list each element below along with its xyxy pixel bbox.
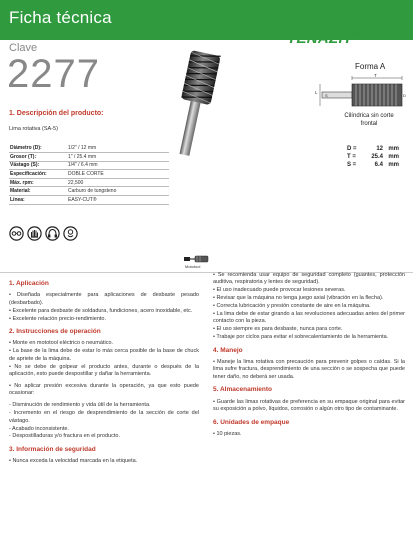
- list-item: • Guarde las limas rotativas de preferencia en su empaque original para evitar su exposición a polvo, líquidos, corrosión o algún otro tipo de contaminante.: [213, 398, 405, 413]
- list-item: • Monte en mototool eléctrico o neumático.: [9, 340, 114, 347]
- spec-row: [9, 161, 169, 170]
- dust-mask-icon: [63, 226, 78, 241]
- clave-label: Clave: [9, 42, 38, 54]
- registered-mark: ®: [352, 30, 359, 39]
- spec-key: Máx. rpm:: [9, 178, 67, 187]
- storage-heading: 5. Almacenamiento: [213, 386, 273, 394]
- mototool-label: Mototool: [185, 264, 201, 269]
- goggles-icon: [9, 226, 24, 241]
- dimension-row: [347, 154, 399, 162]
- list-item: • Trabaje por ciclos para evitar el sobrecalentamiento de la herramienta.: [213, 334, 389, 341]
- spec-row: [9, 196, 169, 205]
- t-letter: T: [374, 73, 377, 78]
- spec-key: Línea:: [9, 196, 67, 205]
- spec-row: [9, 170, 169, 179]
- dimension-unit: mm: [388, 154, 399, 160]
- spec-key: Diámetro (D):: [9, 144, 67, 153]
- list-item: • El uso inadecuado puede provocar lesiones severas.: [213, 287, 346, 294]
- dimension-key: S =: [347, 162, 357, 168]
- list-item: - Disminución de rendimiento y vida útil de la herramienta.: [9, 402, 151, 409]
- list-item: • Revisar que la máquina no tenga juego axial (vibración en la flecha).: [213, 295, 384, 302]
- spec-value: 1/4" / 6.4 mm: [67, 161, 169, 170]
- spec-key: Vástago (S):: [9, 161, 67, 170]
- dimension-value: 6.4: [374, 162, 383, 168]
- dimension-unit: mm: [388, 146, 399, 152]
- list-item: • No aplicar presión excesiva durante la operación, ya que esto puede ocasionar:: [9, 382, 199, 397]
- list-item: • Correcta lubricación y presión constante de aire en la máquina.: [213, 303, 371, 310]
- list-item: • 10 piezas.: [213, 430, 242, 437]
- d-letter: D: [403, 93, 406, 98]
- spec-value: EASY-CUT®: [67, 196, 169, 205]
- spec-row: [9, 153, 169, 162]
- right-column: [213, 272, 405, 439]
- safety-heading: 3. Información de seguridad: [9, 445, 96, 453]
- application-heading: 1. Aplicación: [9, 280, 49, 287]
- forma-subtitle: Cilíndrica sin corte frontal: [344, 113, 394, 127]
- dimension-value: 12: [376, 146, 383, 152]
- spec-table: [9, 144, 169, 205]
- dimension-unit: mm: [388, 162, 399, 168]
- list-item: • La base de la lima debe de estar lo más cerca posible de la base de chuck de apriete de la máquina.: [9, 348, 199, 362]
- ear-protection-icon: [45, 226, 60, 241]
- list-item: - Despostilladuras y/o fractura en el producto.: [9, 433, 120, 440]
- list-item: • Excelente relación precio-rendimiento.: [9, 315, 107, 322]
- list-item: • Se recomienda usar equipo de seguridad completo (guantes, protección auditiva, respiratoria y lentes de seguridad).: [213, 272, 405, 286]
- list-item: • El uso siempre es para desbaste, nunca para corte.: [213, 326, 343, 333]
- spec-row: [9, 187, 169, 196]
- spec-key: Grosor (T):: [9, 153, 67, 162]
- list-item: • La lima debe de estar girando a las revoluciones adecuadas antes del primer contacto con la pieza.: [213, 311, 405, 325]
- l-letter: L: [315, 90, 318, 95]
- product-description-heading: 1. Descripción del producto:: [9, 110, 104, 117]
- packaging-heading: 6. Unidades de empaque: [213, 418, 290, 426]
- operation-heading: 2. Instrucciones de operación: [9, 328, 101, 336]
- list-item: • No se debe de golpear el producto antes, durante o después de la aplicación, esto puede despostillar y dañar la herramienta.: [9, 363, 199, 378]
- mototool-icon: [183, 254, 209, 264]
- spec-value: 1/2" / 12 mm: [67, 144, 169, 153]
- list-item: - Incremento en el riesgo de desprendimiento de la sección de corte del vástago.: [9, 410, 199, 424]
- forma-diagram: [312, 72, 408, 112]
- dimension-row: [347, 162, 399, 170]
- dimension-key: T =: [347, 154, 356, 160]
- list-item: • Diseñada especialmente para aplicaciones de desbaste pesado (desbarbado).: [9, 292, 199, 306]
- spec-value: DOBLE CORTE: [67, 170, 169, 179]
- dimension-key: D =: [347, 146, 357, 152]
- left-column: [9, 280, 199, 466]
- brand-logo: [287, 30, 359, 47]
- dimension-value: 25.4: [371, 154, 383, 160]
- list-item: • Maneje la lima rotativa con precaución para prevenir golpes o caídas. Si la lima sufre fractura, desprendimiento de una sección o se sospecha que puede tener daño, no deberá ser usada.: [213, 359, 405, 380]
- spec-value: 22,500: [67, 178, 169, 187]
- spec-row: [9, 144, 169, 153]
- spec-key: Especificación:: [9, 170, 67, 179]
- clave-number: 2277: [7, 52, 100, 96]
- gloves-icon: [27, 226, 42, 241]
- list-item: • Excelente para desbaste de soldadura, fundiciones, acero inoxidable, etc.: [9, 307, 193, 314]
- dimension-row: [347, 146, 399, 154]
- product-name: Lima rotativa (SA-5): [9, 126, 58, 132]
- page-title: Ficha técnica: [9, 8, 112, 27]
- spec-value: Carburo de tungsteno: [67, 187, 169, 196]
- forma-title: Forma A: [355, 62, 386, 71]
- spec-value: 1" / 25.4 mm: [67, 153, 169, 162]
- list-item: • Nunca exceda la velocidad marcada en la etiqueta.: [9, 458, 138, 465]
- dimensions-list: [347, 146, 399, 170]
- spec-key: Material:: [9, 187, 67, 196]
- list-item: - Acabado inconsistente.: [9, 425, 69, 432]
- safety-pictograms: [9, 226, 79, 241]
- s-letter: S: [325, 93, 328, 98]
- spec-row: [9, 178, 169, 187]
- brand-logo-text: TENAZIT: [287, 30, 353, 47]
- handling-heading: 4. Manejo: [213, 346, 243, 354]
